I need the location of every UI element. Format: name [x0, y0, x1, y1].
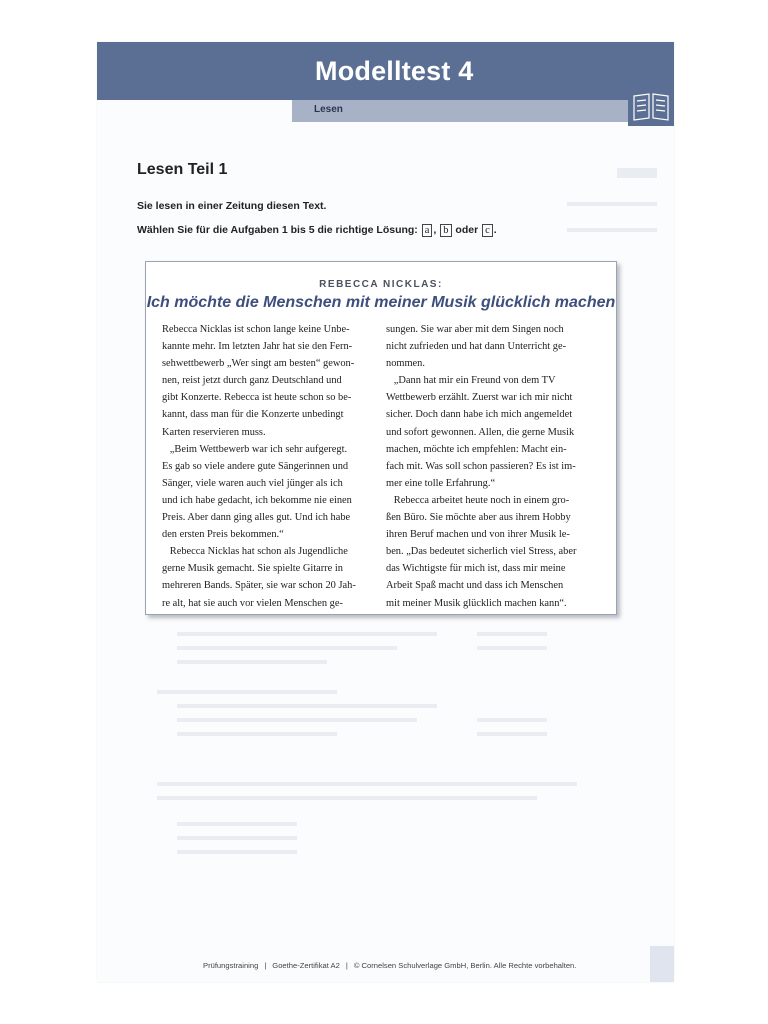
- instruction-prefix: Wählen Sie für die Aufgaben 1 bis 5 die richtige Lösung:: [137, 224, 418, 236]
- text-line: Rebecca arbeitet heute noch in einem gro-: [386, 494, 570, 506]
- text-line: das Wichtigste für mich ist, dass mir meine: [386, 563, 566, 575]
- text-line: machen, möchte ich empfehlen: Macht ein-: [386, 443, 567, 455]
- text-line: fach mit. Was soll schon passieren? Es ist im-: [386, 460, 576, 472]
- text-line: „Beim Wettbewerb war ich sehr aufgeregt.: [162, 443, 348, 455]
- instruction-text: Sie lesen in einer Zeitung diesen Text.: [137, 200, 327, 212]
- text-line: mit meiner Musik glücklich machen kann“.: [386, 597, 567, 609]
- text-line: Sänger, viele waren auch viel jünger als ich: [162, 477, 343, 489]
- footer-exam: Goethe-Zertifikat A2: [272, 961, 340, 970]
- option-separator: ,: [433, 224, 437, 236]
- text-line: Arbeit Spaß macht und dass ich Menschen: [386, 580, 564, 592]
- text-line: mer eine tolle Erfahrung.“: [386, 477, 496, 489]
- text-line: re alt, hat sie auch vor vielen Menschen ge-: [162, 597, 343, 609]
- page-title: Modelltest 4: [315, 56, 474, 86]
- instruction-end: .: [493, 224, 497, 236]
- text-line: gibt Konzerte. Rebecca ist heute schon so be-: [162, 392, 352, 404]
- page-footer: [203, 961, 576, 970]
- page-edge-tab: [650, 946, 674, 982]
- footer-copyright: © Cornelsen Schulverlage GmbH, Berlin. Alle Rechte vorbehalten.: [353, 961, 577, 970]
- section-title: Lesen Teil 1: [137, 161, 228, 178]
- text-line: „Dann hat mir ein Freund von dem TV: [386, 375, 556, 387]
- module-label: Lesen: [314, 104, 343, 115]
- option-c-box: c: [482, 224, 493, 237]
- text-line: den ersten Preis bekommen.“: [162, 529, 284, 541]
- instruction-choices: [137, 224, 497, 237]
- text-line: sehwettbewerb „Wer singt am besten“ gewon-: [162, 358, 355, 370]
- article-headline: Ich möchte die Menschen mit meiner Musik glücklich machen: [146, 294, 616, 311]
- article-kicker: REBECCA NICKLAS:: [319, 279, 443, 290]
- document-page: [97, 42, 674, 982]
- text-line: Rebecca Nicklas ist schon lange keine Unbe-: [162, 324, 350, 335]
- text-line: kannt, dass man für die Konzerte unbedingt: [162, 409, 344, 421]
- text-line: sungen. Sie war aber mit dem Singen noch: [386, 324, 564, 335]
- option-a-box: a: [422, 224, 433, 237]
- article-column-right: [386, 321, 598, 612]
- text-line: Preis. Aber dann ging alles gut. Und ich habe: [162, 512, 351, 524]
- footer-divider: |: [345, 961, 348, 970]
- footer-series: Prüfungstraining: [203, 961, 259, 970]
- text-line: Wettbewerb erzählt. Zuerst war ich mir nicht: [386, 392, 573, 404]
- article-column-left: [162, 321, 374, 612]
- text-line: gerne Musik gemacht. Sie spielte Gitarre in: [162, 563, 343, 575]
- subheader-band: [292, 100, 674, 122]
- text-line: Rebecca Nicklas hat schon als Jugendliche: [162, 546, 348, 558]
- text-line: Es gab so viele andere gute Sängerinnen und: [162, 460, 349, 472]
- text-line: nen, reist jetzt durch ganz Deutschland und: [162, 375, 342, 387]
- text-line: nommen.: [386, 358, 425, 370]
- text-line: ihren Beruf machen und von ihrer Musik le-: [386, 529, 570, 541]
- text-line: ßen Büro. Sie möchte aber aus ihrem Hobby: [386, 512, 571, 524]
- option-connector: oder: [455, 224, 479, 236]
- text-line: mehreren Bands. Später, sie war schon 20 Jah-: [162, 580, 356, 592]
- text-line: und ich habe gedacht, ich bekomme nie einen: [162, 494, 352, 506]
- open-book-icon: [628, 86, 674, 126]
- text-line: kannte mehr. Im letzten Jahr hat sie den Fern-: [162, 341, 353, 353]
- option-b-box: b: [440, 224, 451, 237]
- text-line: nicht zufrieden und hat dann Unterricht ge-: [386, 341, 567, 353]
- footer-divider: |: [264, 961, 267, 970]
- text-line: ben. „Das bedeutet sicherlich viel Stress, aber: [386, 546, 577, 558]
- text-line: und sofort gewonnen. Allen, die gerne Musik: [386, 426, 575, 438]
- article-box: [145, 261, 617, 615]
- text-line: sicher. Doch dann habe ich mich angemeldet: [386, 409, 573, 421]
- text-line: Karten reservieren muss.: [162, 426, 266, 438]
